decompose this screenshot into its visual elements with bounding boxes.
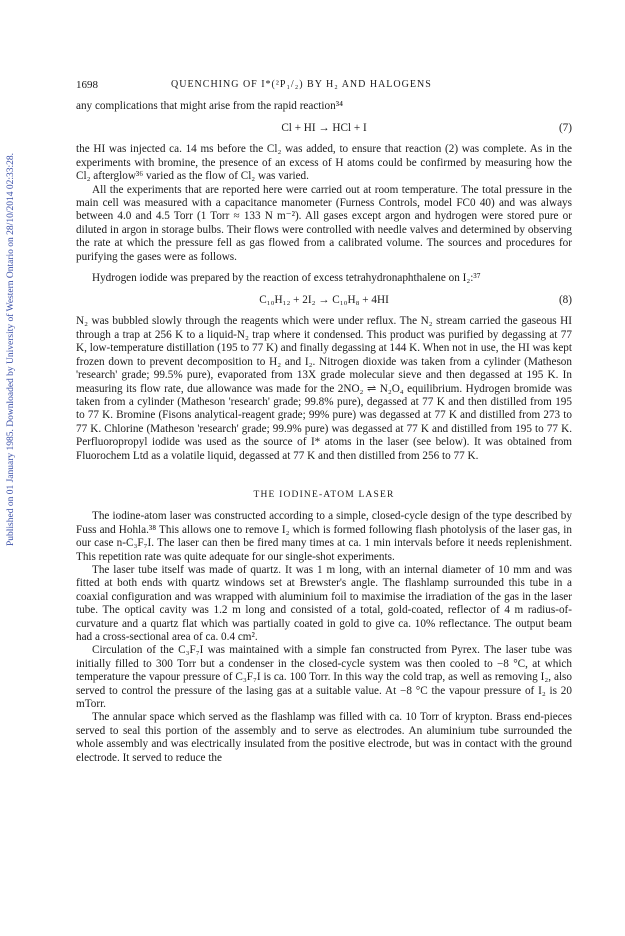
article-body <box>76 100 572 765</box>
paragraph-5: N₂ was bubbled slowly through the reagents which were under reflux. The N₂ stream carried the gaseous HI through a trap at 256 K to a liquid-N₂ trap where it condensed. This product was purified by degassing at 77 K, low-temperature distillation (195 to 77 K) and finally degassing at 144 K. When not in use, the HI was kept frozen down to prevent decomposition to H₂ and I₂. Nitrogen dioxide was taken from a cylinder (Matheson 'research' grade; 99.5% pure), evaporated from 13X grade molecular sieve and then degassed at 195 K. In measuring its flow rate, due allowance was made for the 2NO₂ ⇌ N₂O₄ equilibrium. Hydrogen bromide was taken from a cylinder (Matheson 'research' grade; 99.8% pure), degassed at 77 K and then distilled from 195 to 77 K. Bromine (Fisons analytical-reagent grade; 99% pure) was degassed at 77 K and distilled from 273 to 77 K. Chlorine (Matheson 'research' grade; 99.9% pure) was degassed at 77 K and distilled from 195 to 77 K. Perfluoropropyl iodide was used as the source of I* atoms in the laser (see below). It was obtained from Fluorochem Ltd as a volatile liquid, degassed at 77 K and then distilled from 256 to 77 K. <box>76 315 572 462</box>
paragraph-7: The laser tube itself was made of quartz. It was 1 m long, with an internal diameter of 10 mm and was fitted at both ends with quartz windows set at Brewster's angle. The flashlamp surrounded this tube in a coaxial configuration and was wrapped with aluminium foil to maximise the irradiation of the gas in the laser tube. The optical cavity was 1.2 m long and consisted of a total, gold-coated, reflector of 4 m radius-of-curvature and a quartz flat which was partially coated in gold to give ca. 10% reflectance. The output beam had a cross-sectional area of ca. 0.4 cm². <box>76 563 572 643</box>
paragraph-2: the HI was injected ca. 14 ms before the Cl₂ was added, to ensure that reaction (2) was complete. As in the experiments with bromine, the presence of an excess of H atoms could be confirmed by measuring how the Cl₂ afterglow³⁶ varied as the flow of Cl₂ was varied. <box>76 143 572 183</box>
equation-7-expression: Cl + HI → HCl + I <box>281 122 367 135</box>
paragraph-6: The iodine-atom laser was constructed according to a simple, closed-cycle design of the type described by Fuss and Hohla.³⁸ This allows one to remove I₂ which is formed following flash photolysis of the laser gas, in our case n-C₃F₇I. The laser can then be fired many times at ca. 1 min intervals before it needs replenishment. This repetition rate was quite adequate for our single-shot experiments. <box>76 510 572 563</box>
download-notice-text: Published on 01 January 1985. Downloaded by University of Western Ontario on 28/10/2014 02:33:28. <box>6 153 16 547</box>
paragraph-1: any complications that might arise from the rapid reaction³⁴ <box>76 100 343 112</box>
download-notice <box>0 120 22 580</box>
equation-7-number: (7) <box>558 122 572 135</box>
paragraph-3: All the experiments that are reported here were carried out at room temperature. The total pressure in the main cell was measured with a capacitance manometer (Furness Controls, model FC0 40) and was always between 4.0 and 4.5 Torr (1 Torr ≈ 133 N m⁻²). All gases except argon and hydrogen were stored pure or diluted in argon in storage bulbs. Their flows were controlled with needle valves and determined by observing the rate at which the pressure fell as gas flowed from a calibrated volume. The sources and procedures for purifying the gases were as follows. <box>76 183 572 263</box>
running-title: QUENCHING OF I*(²P₁/₂) BY H₂ AND HALOGENS <box>171 79 432 90</box>
equation-8-expression: C₁₀H₁₂ + 2I₂ → C₁₀H₈ + 4HI <box>259 294 389 307</box>
equation-8-number: (8) <box>558 294 572 307</box>
section-heading: THE IODINE-ATOM LASER <box>253 489 395 500</box>
paragraph-9: The annular space which served as the flashlamp was filled with ca. 10 Torr of krypton. Brass end-pieces served to seal this portion of the assembly and to serve as electrodes. An aluminium tube surrounded the whole assembly and was electrically insulated from the positive electrode, but was in contact with the ground electrode. It served to reduce the <box>76 711 572 764</box>
page-header <box>76 79 572 95</box>
paragraph-8: Circulation of the C₃F₇I was maintained with a simple fan constructed from Pyrex. The laser tube was initially filled to 300 Torr but a condenser in the closed-cycle system was then cooled to −8 °C, at which temperature the vapour pressure of C₃F₇I is ca. 100 Torr. In this way the cold trap, as well as removing I₂, also served to control the pressure of the lasing gas at a suitable value. At −8 °C the vapour pressure of I₂ is 20 mTorr. <box>76 644 572 711</box>
paragraph-4: Hydrogen iodide was prepared by the reaction of excess tetrahydronaphthalene on I₂:³⁷ <box>92 272 481 285</box>
equation-7 <box>76 119 572 139</box>
page-number: 1698 <box>76 79 98 91</box>
equation-8 <box>76 291 572 311</box>
